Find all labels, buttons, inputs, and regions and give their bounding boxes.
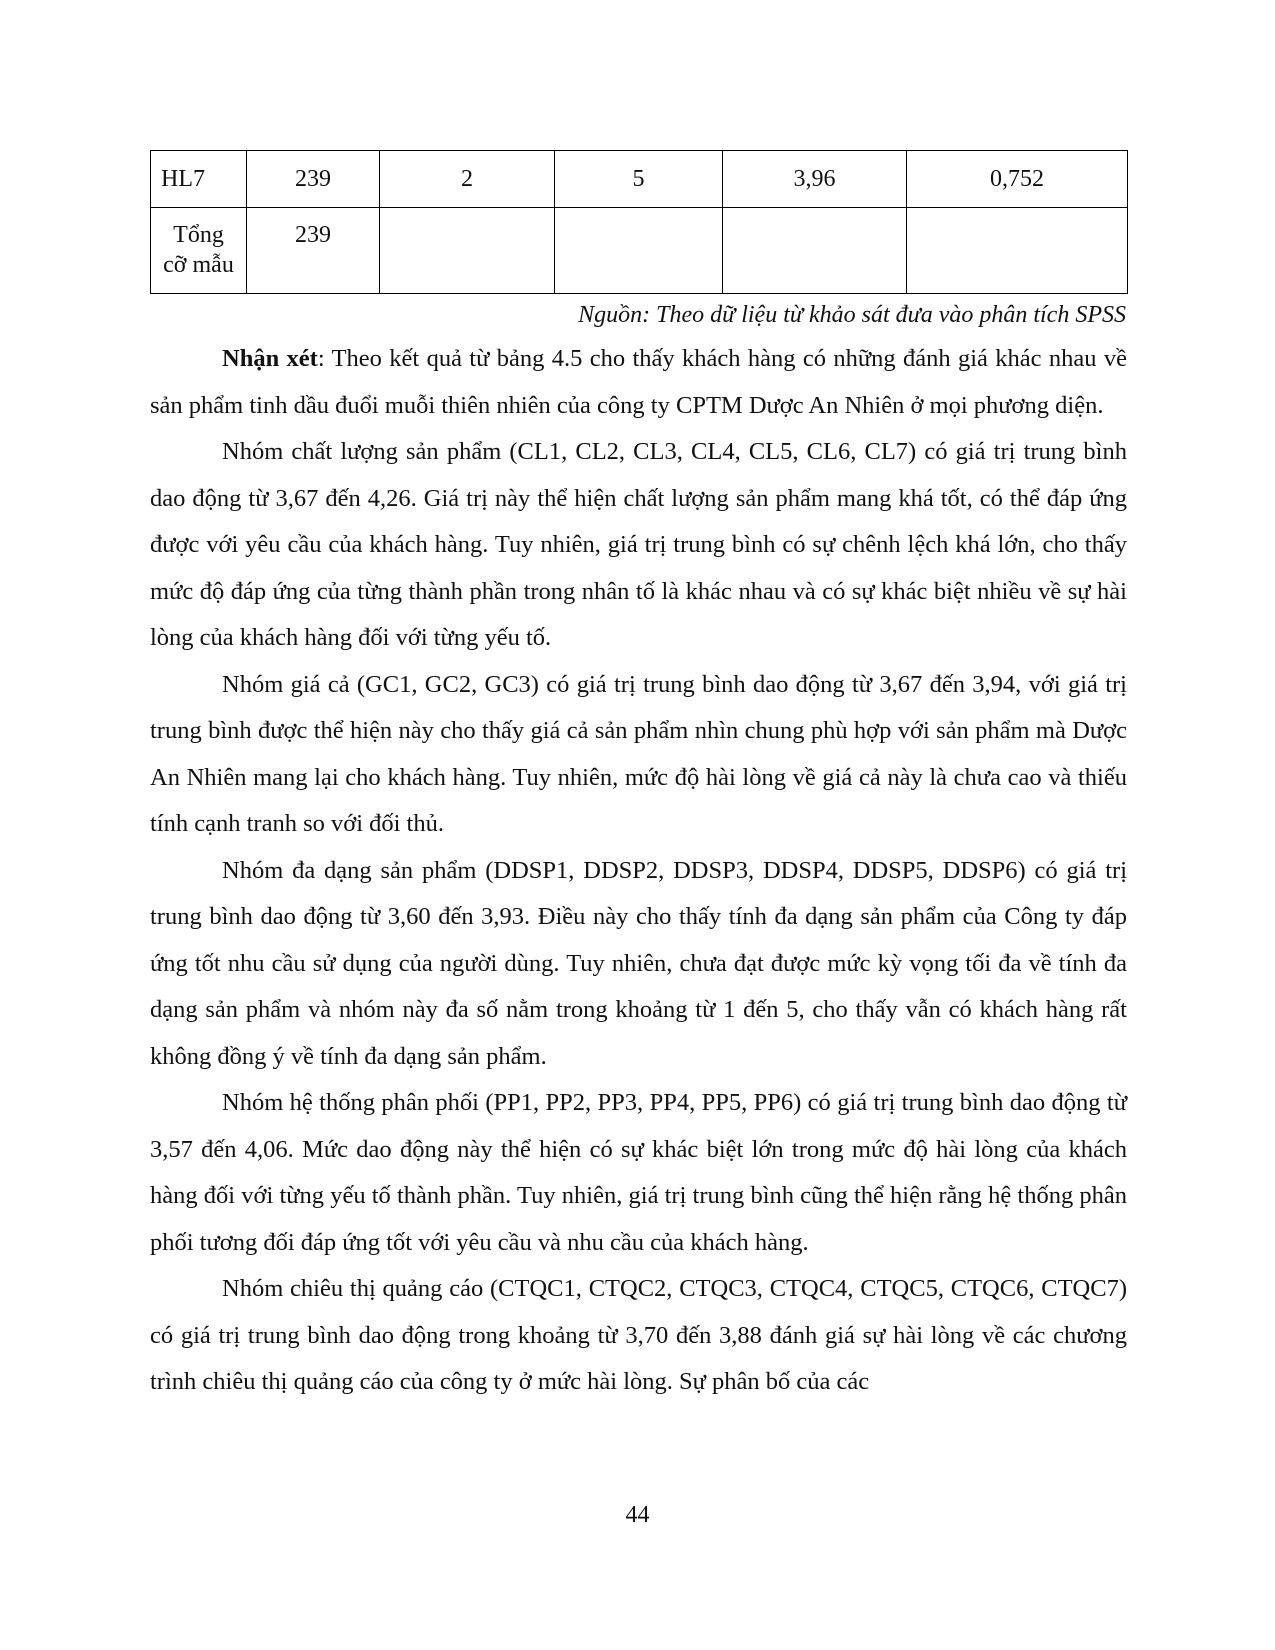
table-cell: 5 xyxy=(555,151,723,208)
statistics-table xyxy=(150,150,1128,294)
table-cell: 0,752 xyxy=(907,151,1128,208)
document-page xyxy=(150,150,1127,1406)
table-cell xyxy=(380,208,555,294)
table-cell: 3,96 xyxy=(723,151,907,208)
comment-label: Nhận xét xyxy=(222,345,318,372)
table-cell: HL7 xyxy=(151,151,247,208)
comment-paragraph xyxy=(150,336,1127,429)
paragraph-quality: Nhóm chất lượng sản phẩm (CL1, CL2, CL3, CL4, CL5, CL6, CL7) có giá trị trung bình dao động từ 3,67 đến 4,26. Giá trị này thể hiện chất lượng sản phẩm mang khá tốt, có thể đáp ứng được với yêu cầu của khách hàng. Tuy nhiên, giá trị trung bình có sự chênh lệch khá lớn, cho thấy mức độ đáp ứng của từng thành phần trong nhân tố là khác nhau và có sự khác biệt nhiều về sự hài lòng của khách hàng đối với từng yếu tố. xyxy=(150,438,1127,651)
page-number: 44 xyxy=(625,1502,650,1528)
table-row xyxy=(151,151,1128,208)
comment-text: : Theo kết quả từ bảng 4.5 cho thấy khách hàng có những đánh giá khác nhau về sản phẩm tinh dầu đuổi muỗi thiên nhiên của công ty CPTM Dược An Nhiên ở mọi phương diện. xyxy=(150,345,1127,419)
total-label-line2: cỡ mẫu xyxy=(163,252,234,278)
table-row xyxy=(151,208,1128,294)
paragraph-price: Nhóm giá cả (GC1, GC2, GC3) có giá trị trung bình dao động từ 3,67 đến 3,94, với giá trị trung bình được thể hiện này cho thấy giá cả sản phẩm nhìn chung phù hợp với sản phẩm mà Dược An Nhiên mang lại cho khách hàng. Tuy nhiên, mức độ hài lòng về giá cả này là chưa cao và thiếu tính cạnh tranh so với đối thủ. xyxy=(150,670,1127,837)
table-cell: 239 xyxy=(247,208,380,294)
table-cell: 2 xyxy=(380,151,555,208)
paragraph-promotion: Nhóm chiêu thị quảng cáo (CTQC1, CTQC2, CTQC3, CTQC4, CTQC5, CTQC6, CTQC7) có giá trị trung bình dao động trong khoảng từ 3,70 đến 3,88 đánh giá sự hài lòng về các chương trình chiêu thị quảng cáo của công ty ở mức hài lòng. Sự phân bố của các xyxy=(150,1275,1127,1395)
total-sample-label xyxy=(151,208,247,294)
table-source-note: Nguồn: Theo dữ liệu từ khảo sát đưa vào phân tích SPSS xyxy=(578,302,1126,328)
total-label-line1: Tổng xyxy=(173,222,224,248)
table-cell xyxy=(555,208,723,294)
table-cell: 239 xyxy=(247,151,380,208)
paragraph-distribution: Nhóm hệ thống phân phối (PP1, PP2, PP3, PP4, PP5, PP6) có giá trị trung bình dao động từ 3,57 đến 4,06. Mức dao động này thể hiện có sự khác biệt lớn trong mức độ hài lòng của khách hàng đối với từng yếu tố thành phần. Tuy nhiên, giá trị trung bình cũng thể hiện rằng hệ thống phân phối tương đối đáp ứng tốt với yêu cầu và nhu cầu của khách hàng. xyxy=(150,1089,1127,1256)
paragraph-diversity: Nhóm đa dạng sản phẩm (DDSP1, DDSP2, DDSP3, DDSP4, DDSP5, DDSP6) có giá trị trung bình dao động từ 3,60 đến 3,93. Điều này cho thấy tính đa dạng sản phẩm của Công ty đáp ứng tốt nhu cầu sử dụng của người dùng. Tuy nhiên, chưa đạt được mức kỳ vọng tối đa về tính đa dạng sản phẩm và nhóm này đa số nằm trong khoảng từ 1 đến 5, cho thấy vẫn có khách hàng rất không đồng ý về tính đa dạng sản phẩm. xyxy=(150,856,1127,1070)
table-cell xyxy=(723,208,907,294)
table-cell xyxy=(907,208,1128,294)
